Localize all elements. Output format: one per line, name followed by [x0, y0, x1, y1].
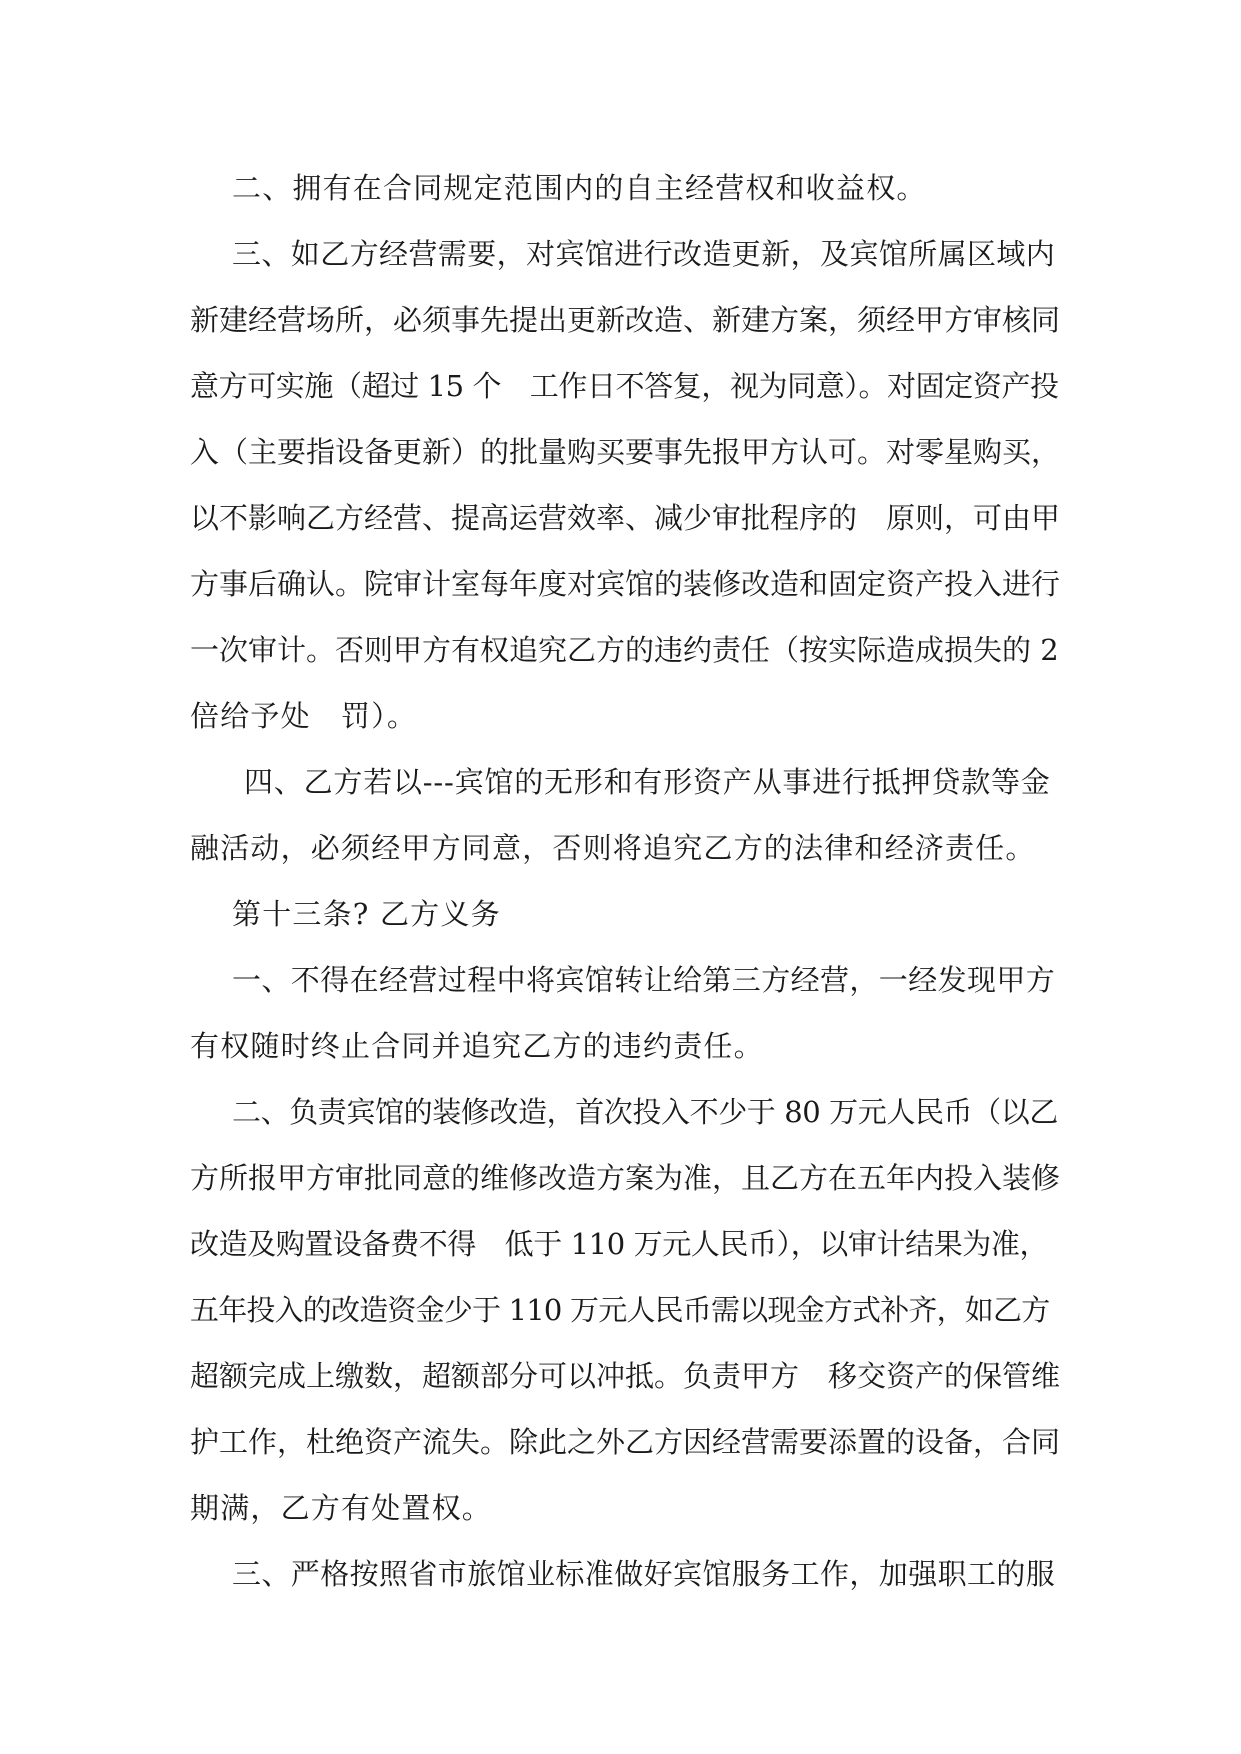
text-line-21: 期满，乙方有处置权。: [190, 1491, 493, 1525]
text-line-3: 新建经营场所，必须事先提出更新改造、新建方案，须经甲方审核同: [190, 303, 1061, 337]
section-heading: 第十三条? 乙方义务: [232, 897, 501, 931]
text-line-9: 倍给予处 罚）。: [190, 699, 418, 733]
text-line-7: 方事后确认。院审计室每年度对宾馆的装修改造和固定资产投入进行: [190, 567, 1061, 601]
text-line-13: 一、不得在经营过程中将宾馆转让给第三方经营，一经发现甲方: [232, 963, 1056, 997]
text-line-5: 入（主要指设备更新）的批量购买要事先报甲方认可。对零星购买，: [190, 435, 1061, 469]
text-line-14: 有权随时终止合同并追究乙方的违约责任。: [190, 1029, 764, 1063]
text-line-10: 四、乙方若以---宾馆的无形和有形资产从事进行抵押贷款等金: [244, 765, 1051, 799]
text-line-17: 改造及购置设备费不得 低于 110 万元人民币），以审计结果为准，: [190, 1227, 1049, 1261]
text-line-11: 融活动，必须经甲方同意，否则将追究乙方的法律和经济责任。: [190, 831, 1036, 865]
text-line-16: 方所报甲方审批同意的维修改造方案为准，且乙方在五年内投入装修: [190, 1161, 1061, 1195]
text-line-15: 二、负责宾馆的装修改造，首次投入不少于 80 万元人民币（以乙: [232, 1095, 1058, 1129]
text-line-19: 超额完成上缴数，超额部分可以冲抵。负责甲方 移交资产的保管维: [190, 1359, 1061, 1393]
text-line-20: 护工作，杜绝资产流失。除此之外乙方因经营需要添置的设备，合同: [190, 1425, 1061, 1459]
text-line-22: 三、严格按照省市旅馆业标准做好宾馆服务工作，加强职工的服: [232, 1557, 1056, 1591]
text-line-4: 意方可实施（超过 15 个 工作日不答复，视为同意）。对固定资产投: [190, 369, 1059, 403]
text-line-8: 一次审计。否则甲方有权追究乙方的违约责任（按实际造成损失的 2: [190, 633, 1059, 667]
text-line-18: 五年投入的改造资金少于 110 万元人民币需以现金方式补齐，如乙方: [190, 1293, 1050, 1327]
text-line-6: 以不影响乙方经营、提高运营效率、减少审批程序的 原则，可由甲: [190, 501, 1061, 535]
text-line-2: 三、如乙方经营需要，对宾馆进行改造更新，及宾馆所属区域内: [232, 237, 1056, 271]
text-line-1: 二、拥有在合同规定范围内的自主经营权和收益权。: [232, 171, 927, 205]
